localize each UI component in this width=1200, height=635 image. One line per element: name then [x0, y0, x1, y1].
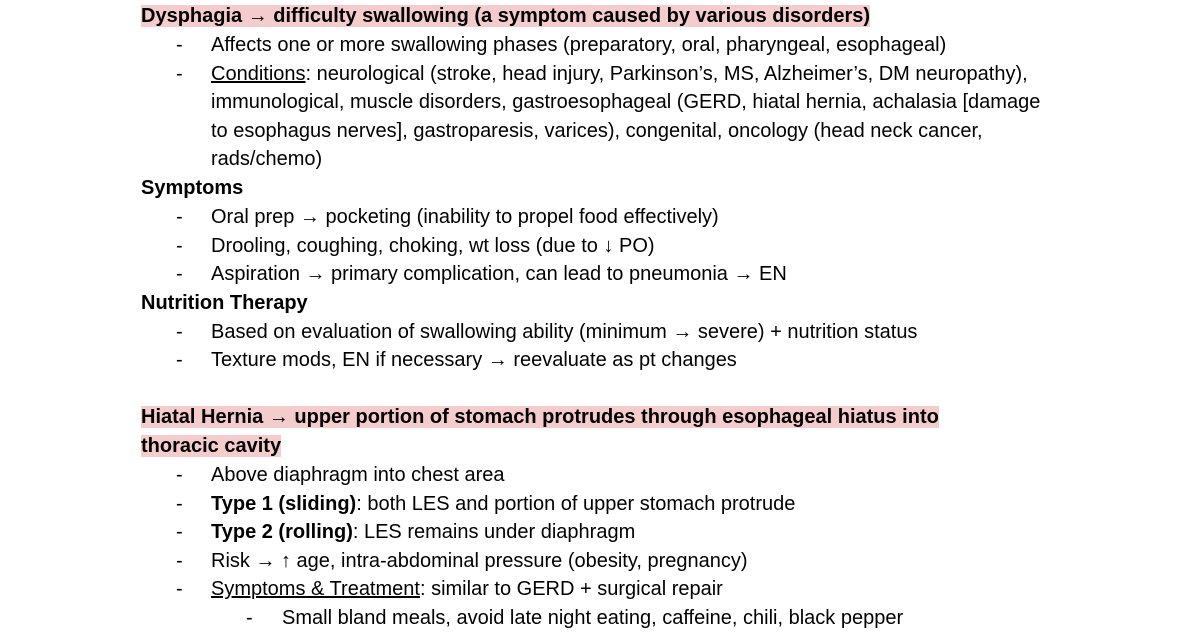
bullet-dash: -	[176, 263, 183, 286]
item-text: Oral prep → pocketing (inability to propel food effectively)	[211, 205, 719, 228]
list-item	[0, 461, 1061, 490]
item-text: : neurological (stroke, head injury, Parkinson’s, MS, Alzheimer’s, DM neuropathy), immunological, muscle disorders, gastroesophageal (GERD, hiatal hernia, achalasia [damage to esophagus nerves], gastroparesis, varices), congenital, oncology (head neck cancer, rads/chemo)	[211, 62, 1041, 171]
list-item	[0, 60, 1061, 174]
item-label: Type 2 (rolling)	[211, 521, 353, 544]
symptoms-heading: Symptoms	[141, 176, 244, 199]
item-text: Aspiration → primary complication, can lead to pneumonia → EN	[211, 263, 787, 286]
bullet-dash: -	[176, 349, 183, 372]
item-label: Symptoms & Treatment	[211, 578, 420, 601]
list-item	[0, 232, 1061, 261]
hernia-heading-text: Hiatal Hernia → upper portion of stomach protrudes through esophageal hiatus into thoracic cavity	[141, 405, 939, 457]
list-item	[0, 203, 1061, 232]
dysphagia-list	[0, 31, 1200, 174]
nutrition-list	[0, 318, 1200, 375]
sub-list-item	[0, 604, 1062, 633]
symptoms-list	[0, 203, 1200, 289]
list-item	[0, 346, 1061, 375]
item-text: Drooling, coughing, choking, wt loss (due to ↓ PO)	[211, 234, 655, 257]
list-item	[0, 575, 1061, 604]
list-item	[0, 547, 1061, 576]
bullet-dash: -	[246, 606, 253, 629]
section-gap	[0, 375, 1200, 403]
bullet-dash: -	[176, 234, 183, 257]
bullet-dash: -	[176, 62, 183, 85]
item-text: Texture mods, EN if necessary → reevaluate as pt changes	[211, 349, 737, 372]
list-item	[0, 318, 1061, 347]
dysphagia-heading-text: Dysphagia → difficulty swallowing (a symptom caused by various disorders)	[141, 5, 871, 27]
bullet-dash: -	[176, 549, 183, 572]
bullet-dash: -	[176, 578, 183, 601]
hernia-list	[0, 461, 1200, 633]
item-text: Risk → ↑ age, intra-abdominal pressure (obesity, pregnancy)	[211, 549, 748, 572]
item-text: : LES remains under diaphragm	[352, 521, 636, 544]
item-label: Conditions	[211, 62, 306, 85]
item-label: Type 1 (sliding)	[211, 492, 357, 515]
bullet-dash: -	[176, 492, 183, 515]
bullet-dash: -	[176, 34, 183, 56]
item-text: Based on evaluation of swallowing ability (minimum → severe) + nutrition status	[211, 320, 918, 343]
nutrition-heading: Nutrition Therapy	[141, 291, 308, 314]
list-item	[0, 518, 1061, 547]
bullet-dash: -	[176, 205, 183, 228]
bullet-dash: -	[176, 521, 183, 544]
item-text: : both LES and portion of upper stomach protrude	[356, 492, 796, 515]
item-text: : similar to GERD + surgical repair	[419, 578, 723, 601]
item-text: Small bland meals, avoid late night eating, caffeine, chili, black pepper	[282, 606, 904, 629]
list-item	[0, 490, 1061, 519]
hernia-heading	[141, 403, 1021, 461]
list-item	[0, 260, 1061, 289]
item-text: Above diaphragm into chest area	[211, 463, 505, 486]
item-text: Affects one or more swallowing phases (preparatory, oral, pharyngeal, esophageal)	[211, 34, 947, 56]
bullet-dash: -	[176, 320, 183, 343]
list-item	[0, 31, 1061, 60]
dysphagia-heading	[141, 2, 1021, 31]
bullet-dash: -	[176, 463, 183, 486]
